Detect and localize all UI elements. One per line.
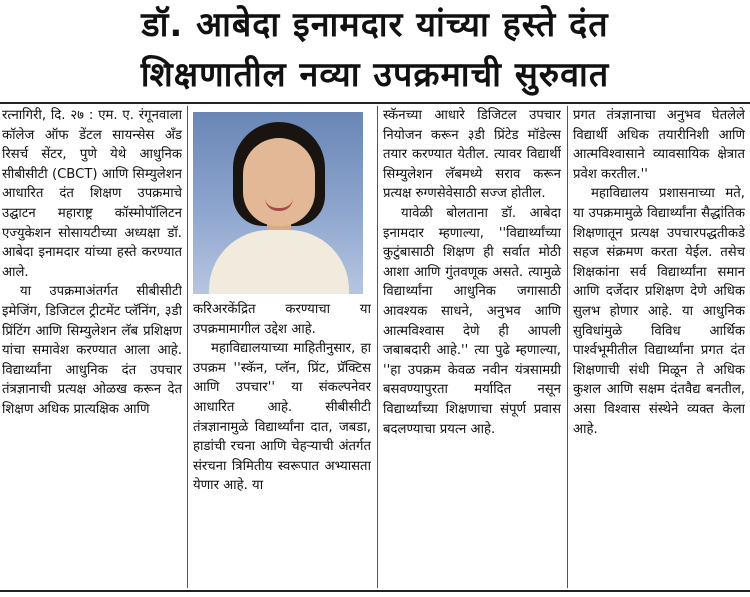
headline-rule [0,102,750,104]
portrait-face [243,138,315,226]
column-divider [187,106,188,588]
column-4-paragraph-1: प्रगत तंत्रज्ञानाचा अनुभव घेतलेले विद्यार्थी अधिक तयारीनिशी आणि आत्मविश्वासाने व्यावसायिक क्षेत्रात प्रवेश करतील.'' [573,108,745,182]
portrait-photo [193,112,363,294]
article-column-1 [2,106,182,588]
column-1-paragraph-1: रत्नागिरी, दि. २७ : एम. ए. रंगूनवाला कॉलेज ऑफ डेंटल सायन्सेस अँड रिसर्च सेंटर, पुणे येथे आधुनिक सीबीसीटी (CBCT) आणि सिम्युलेशन आधारित दंत शिक्षण उपक्रमाचे उद्घाटन महाराष्ट्र कॉस्मोपॉलिटन एज्युकेशन सोसायटीच्या अध्यक्षा डॉ. आबेदा इनामदार यांच्या हस्ते करण्यात आले. [2,108,182,280]
article-column-2 [193,300,371,588]
column-divider [377,106,378,588]
column-3-paragraph-2: यावेळी बोलताना डॉ. आबेदा इनामदार म्हणाल्या, ''विद्यार्थ्यांच्या कुटुंबासाठी शिक्षण ही सर्वात मोठी आशा आणि गुंतवणूक असते. त्यामुळे विद्यार्थ्यांना आधुनिक जगासाठी आवश्यक साधने, अनुभव आणि आत्मविश्वास देणे ही आपली जबाबदारी आहे.'' त्या पुढे म्हणाल्या, ''हा उपक्रम केवळ नवीन यंत्रसामग्री बसवण्यापुरता मर्यादित नसून विद्यार्थ्यांच्या शिक्षणाचा संपूर्ण प्रवास बदलण्याचा प्रयत्न आहे. [383,205,561,437]
column-3-paragraph-1: स्कॅनच्या आधारे डिजिटल उपचार नियोजन करून ३डी प्रिंटेड मॉडेल्स तयार करण्यात येतील. त्यावर विद्यार्थी सिम्युलेशन लॅबमध्ये सराव करून प्रत्यक्ष रुग्णसेवेसाठी सज्ज होतील. [383,108,561,202]
column-2-paragraph-2: महाविद्यालयाच्या माहितीनुसार, हा उपक्रम ''स्कॅन, प्लॅन, प्रिंट, प्रॅक्टिस आणि उपचार'' या संकल्पनेवर आधारित आहे. सीबीसीटी तंत्रज्ञानामुळे विद्यार्थ्यांना दात, जबडा, हाडांची रचना आणि चेहऱ्याची अंतर्गत संरचना त्रिमितीय स्वरूपात अभ्यासता येणार आहे. या [193,341,371,494]
bottom-rule [0,590,750,592]
headline [0,0,750,100]
headline-line-2: शिक्षणातील नव्या उपक्रमाची सुरुवात [140,55,610,95]
column-2-paragraph-1: करिअरकेंद्रित करण्याचा या उपक्रमामागील उद्देश आहे. [193,302,371,337]
column-1-paragraph-2: या उपक्रमाअंतर्गत सीबीसीटी इमेजिंग, डिजिटल ट्रीटमेंट प्लॅनिंग, ३डी प्रिंटिंग आणि सिम्युलेशन लॅब प्रशिक्षण यांचा समावेश करण्यात आला आहे. विद्यार्थ्यांना आधुनिक दंत उपचार तंत्रज्ञानाची प्रत्यक्ष ओळख करून देत शिक्षण अधिक प्रात्यक्षिक आणि [2,284,182,417]
article-column-4 [573,106,745,588]
column-divider [567,106,568,588]
column-4-paragraph-2: महाविद्यालय प्रशासनाच्या मते, या उपक्रमामुळे विद्यार्थ्यांना सैद्धांतिक शिक्षणातून प्रत्यक्ष उपचारपद्धतीकडे सहज संक्रमण करता येईल. तसेच शिक्षकांना सर्व विद्यार्थ्यांना समान आणि दर्जेदार प्रशिक्षण देणे अधिक सुलभ होणार आहे. या आधुनिक सुविधांमुळे विविध आर्थिक पार्श्वभूमीतील विद्यार्थ्यांना प्रगत दंत शिक्षणाची संधी मिळून ते अधिक कुशल आणि सक्षम दंतवैद्य बनतील, असा विश्वास संस्थेने व्यक्त केला आहे. [573,186,745,437]
headline-line-1: डॉ. आबेदा इनामदार यांच्या हस्ते दंत [141,5,609,45]
portrait-body [209,230,349,294]
article-column-3 [383,106,561,588]
